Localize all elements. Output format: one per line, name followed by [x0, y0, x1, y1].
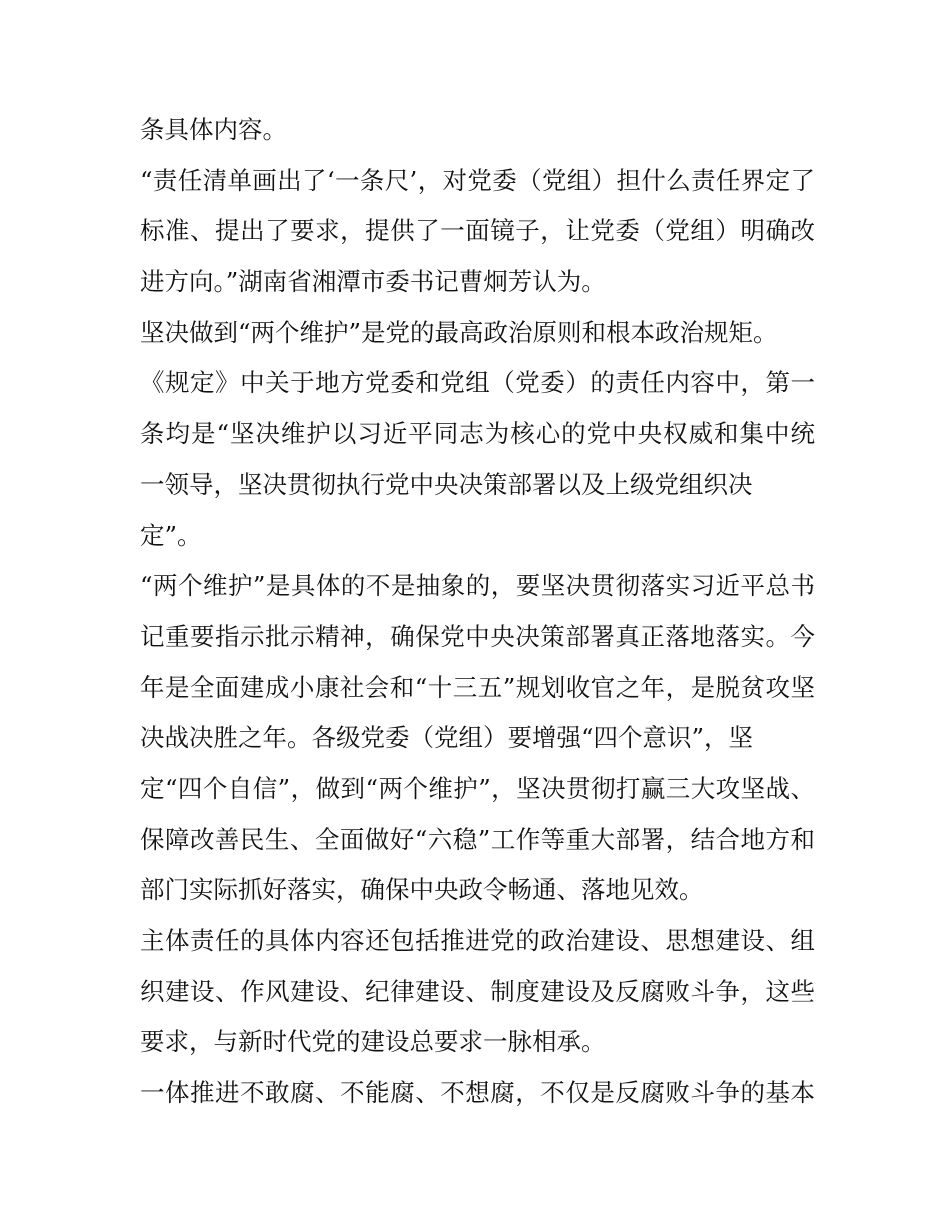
text-line-6: 《规定》中关于地方党委和党组（党委）的责任内容中，第一 — [140, 368, 815, 398]
text-line-11: 记重要指示批示精神，确保党中央决策部署真正落地落实。今 — [140, 621, 815, 651]
text-line-14: 定“四个自信”，做到“两个维护”，坚决贯彻打赢三大攻坚战、 — [140, 773, 815, 803]
text-line-12: 年是全面建成小康社会和“十三五”规划收官之年，是脱贫攻坚 — [140, 672, 815, 702]
text-line-8: 一领导，坚决贯彻执行党中央决策部署以及上级党组织决 — [140, 469, 753, 499]
body-text — [140, 105, 815, 1119]
text-line-5: 坚决做到“两个维护”是党的最高政治原则和根本政治规矩。 — [140, 317, 778, 347]
text-line-4: 进方向。”湖南省湘潭市委书记曹炯芳认为。 — [140, 267, 606, 297]
text-line-15: 保障改善民生、全面做好“六稳”工作等重大部署，结合地方和 — [140, 824, 815, 854]
text-line-1: 条具体内容。 — [140, 115, 287, 144]
text-line-16: 部门实际抓好落实，确保中央政令畅通、落地见效。 — [140, 875, 704, 905]
text-line-17: 主体责任的具体内容还包括推进党的政治建设、思想建设、组 — [140, 926, 815, 955]
text-line-13: 决战决胜之年。各级党委（党组）要增强“四个意识”，坚 — [140, 723, 754, 753]
text-line-9: 定”。 — [140, 520, 202, 550]
text-line-3: 标准、提出了要求，提供了一面镜子，让党委（党组）明确改 — [140, 216, 815, 246]
text-line-19: 要求，与新时代党的建设总要求一脉相承。 — [140, 1027, 606, 1057]
text-line-18: 织建设、作风建设、纪律建设、制度建设及反腐败斗争，这些 — [140, 976, 815, 1006]
text-line-10: “两个维护”是具体的不是抽象的，要坚决贯彻落实习近平总书 — [140, 571, 815, 601]
text-line-7: 条均是“坚决维护以习近平同志为核心的党中央权威和集中统 — [140, 419, 815, 449]
text-line-2: “责任清单画出了‘一条尺’，对党委（党组）担什么责任界定了 — [140, 165, 815, 195]
text-line-20: 一体推进不敢腐、不能腐、不想腐，不仅是反腐败斗争的基本 — [140, 1078, 815, 1108]
